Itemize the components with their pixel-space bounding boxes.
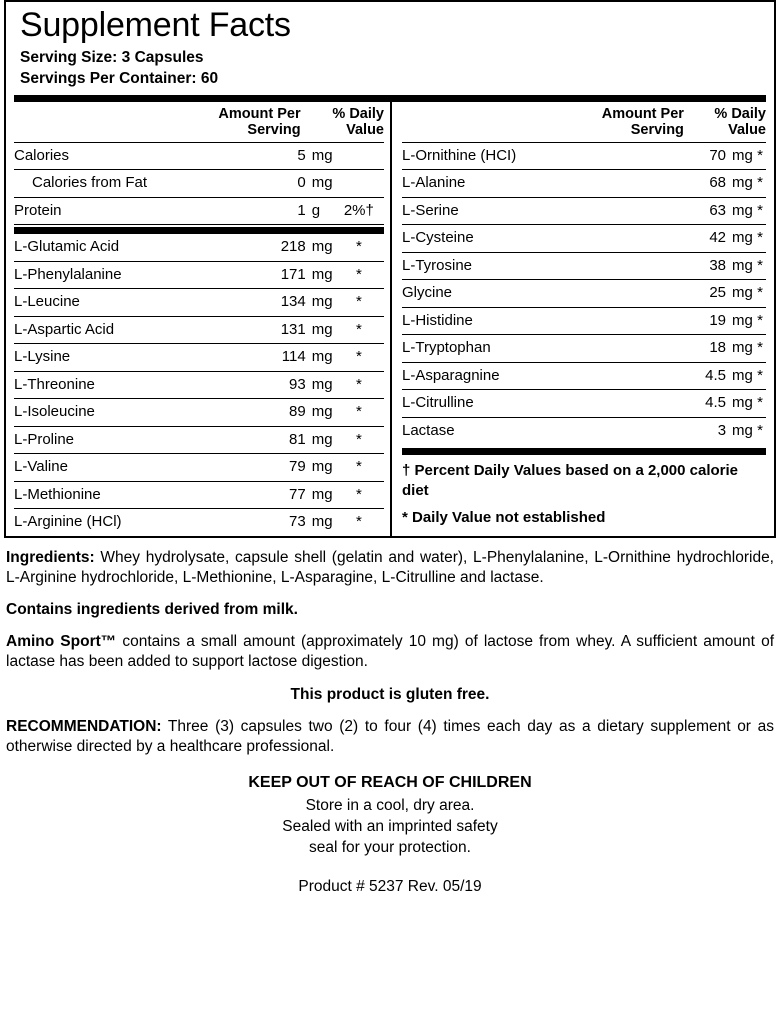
nutrient-daily-value: * <box>334 481 384 509</box>
table-row <box>402 335 766 363</box>
nutrient-name: L-Methionine <box>14 481 237 509</box>
table-row <box>14 371 384 399</box>
nutrient-name: L-Threonine <box>14 371 237 399</box>
header-blank <box>14 102 177 142</box>
nutrient-name: L-Valine <box>14 454 237 482</box>
nutrient-name: Calories <box>14 146 70 164</box>
table-row <box>14 234 384 262</box>
nutrient-amount: 81 mg <box>237 426 334 454</box>
supplement-facts-panel <box>4 0 776 538</box>
table-row <box>402 170 766 198</box>
amino-sport-brand: Amino Sport™ <box>6 633 117 651</box>
nutrient-amount: 5 mg <box>297 146 333 164</box>
nutrient-daily-value: * <box>757 146 763 164</box>
nutrient-daily-value: 2%† <box>334 197 384 225</box>
nutrient-daily-value: * <box>334 399 384 427</box>
footnote-daily-value: † Percent Daily Values based on a 2,000 calorie diet <box>402 462 739 499</box>
nutrient-name: L-Alanine <box>402 170 635 198</box>
header-amount-per-serving <box>177 102 303 142</box>
nutrient-daily-value: * <box>754 225 766 253</box>
table-row <box>14 399 384 427</box>
nutrient-name: L-Arginine (HCl) <box>14 509 237 536</box>
product-number: Product # 5237 Rev. 05/19 <box>298 877 482 895</box>
header-amount-per-serving <box>562 102 686 142</box>
nutrient-name: Lactase <box>402 417 635 444</box>
ingredients-label: Ingredients: <box>6 548 95 566</box>
servings-per-container: Servings Per Container: 60 <box>20 69 219 87</box>
nutrient-daily-value: * <box>754 362 766 390</box>
nutrient-daily-value: * <box>334 289 384 317</box>
gluten-free-statement: This product is gluten free. <box>290 685 490 703</box>
nutrient-amount: 171 mg <box>237 261 334 289</box>
nutrient-amount: 4.5 mg <box>635 362 754 390</box>
header-amount-line1: Amount Per <box>601 105 684 122</box>
nutrient-amount: 77 mg <box>237 481 334 509</box>
nutrient-amount: 0 mg <box>237 170 334 198</box>
nutrient-daily-value: * <box>334 371 384 399</box>
nutrient-name: L-Histidine <box>402 307 635 335</box>
nutrition-rows-left <box>14 143 384 536</box>
nutrient-name: L-Isoleucine <box>14 399 237 427</box>
nutrition-table-left <box>14 102 384 142</box>
nutrient-daily-value <box>334 143 384 170</box>
table-row <box>402 252 766 280</box>
nutrient-daily-value: * <box>754 280 766 308</box>
nutrient-daily-value: * <box>334 454 384 482</box>
recommendation-paragraph <box>6 717 774 757</box>
nutrient-name: L-Serine <box>402 197 635 225</box>
nutrient-amount: 42 mg <box>635 225 754 253</box>
serving-size: Serving Size: 3 Capsules <box>20 48 204 66</box>
nutrient-daily-value: * <box>754 307 766 335</box>
table-row <box>14 289 384 317</box>
nutrient-daily-value: * <box>754 170 766 198</box>
panel-divider-thick <box>14 95 766 102</box>
nutrient-name: Calories from Fat <box>14 170 237 198</box>
nutrient-name: L-Glutamic Acid <box>14 234 237 262</box>
nutrient-amount: 93 mg <box>237 371 334 399</box>
nutrient-name: L-Tyrosine <box>402 252 635 280</box>
recommendation-text: Three (3) capsules two (2) to four (4) times each day as a dietary supplement or as otherwise directed by a healthcare professional. <box>6 717 774 755</box>
table-row <box>402 225 766 253</box>
nutrition-column-right <box>390 102 766 536</box>
table-header-row <box>402 102 766 142</box>
storage-line: Sealed with an imprinted safety <box>282 817 498 835</box>
table-row <box>402 143 766 170</box>
nutrient-name: L-Citrulline <box>402 390 635 418</box>
table-row <box>14 481 384 509</box>
header-dv-line1: % Daily <box>714 105 766 122</box>
nutrient-daily-value: * <box>754 390 766 418</box>
nutrient-amount: 4.5 mg <box>635 390 754 418</box>
nutrient-amount: 218 mg <box>237 234 334 262</box>
nutrient-amount: 79 mg <box>237 454 334 482</box>
header-dv-line2: Value <box>728 122 766 139</box>
contains-milk-statement: Contains ingredients derived from milk. <box>6 601 298 619</box>
table-row <box>402 307 766 335</box>
table-row <box>14 143 384 170</box>
amino-sport-paragraph <box>6 632 774 672</box>
label-body-copy <box>0 538 780 897</box>
nutrient-amount: 89 mg <box>237 399 334 427</box>
nutrient-amount: 38 mg <box>635 252 754 280</box>
table-row <box>402 280 766 308</box>
nutrient-daily-value: * <box>754 417 766 444</box>
nutrient-amount: 73 mg <box>237 509 334 536</box>
storage-instructions <box>6 796 774 859</box>
nutrient-daily-value: * <box>754 335 766 363</box>
nutrient-name: L-Asparagnine <box>402 362 635 390</box>
recommendation-label: RECOMMENDATION: <box>6 717 162 735</box>
nutrient-name: L-Proline <box>14 426 237 454</box>
header-daily-value <box>686 102 766 142</box>
keep-out-of-reach-warning: KEEP OUT OF REACH OF CHILDREN <box>248 774 532 791</box>
page-title: Supplement Facts <box>20 6 291 44</box>
nutrient-daily-value: * <box>334 261 384 289</box>
table-row <box>402 362 766 390</box>
nutrient-daily-value: * <box>754 197 766 225</box>
table-row <box>402 197 766 225</box>
header-amount-line1: Amount Per <box>218 105 301 122</box>
table-header-row <box>14 102 384 142</box>
table-row <box>14 426 384 454</box>
header-dv-line1: % Daily <box>332 105 384 122</box>
nutrient-name: L-Phenylalanine <box>14 261 237 289</box>
nutrition-column-left <box>14 102 390 536</box>
table-row <box>14 170 384 198</box>
nutrient-name: Protein <box>14 197 237 225</box>
ingredients-paragraph <box>6 548 774 588</box>
nutrient-name: L-Aspartic Acid <box>14 316 237 344</box>
nutrient-daily-value: * <box>334 509 384 536</box>
nutrient-daily-value <box>334 170 384 198</box>
footnote-divider <box>402 448 766 455</box>
nutrient-amount: 114 mg <box>237 344 334 372</box>
nutrient-name: L-Leucine <box>14 289 237 317</box>
table-row <box>402 390 766 418</box>
ingredients-text: Whey hydrolysate, capsule shell (gelatin and water), L-Phenylalanine, L-Ornithine hydrochloride, L-Arginine hydrochloride, L-Methionine, L-Asparagine, L-Citrulline and lactase. <box>6 548 774 587</box>
nutrient-daily-value: * <box>754 252 766 280</box>
nutrient-daily-value: * <box>334 316 384 344</box>
nutrient-amount: 63 mg <box>635 197 754 225</box>
storage-line: seal for your protection. <box>309 838 471 856</box>
nutrient-amount: 68 mg <box>635 170 754 198</box>
nutrient-name: L-Cysteine <box>402 225 635 253</box>
nutrition-rows-right <box>402 143 766 445</box>
nutrition-columns <box>14 102 766 536</box>
nutrient-amount: 18 mg <box>635 335 754 363</box>
nutrient-amount: 25 mg <box>635 280 754 308</box>
table-row <box>14 261 384 289</box>
amino-sport-text: contains a small amount (approximately 10 mg) of lactose from whey. A sufficient amount of lactase has been added to support lactose digestion. <box>6 633 774 671</box>
nutrition-table-right <box>402 102 766 142</box>
nutrient-amount: 131 mg <box>237 316 334 344</box>
nutrient-daily-value: * <box>334 426 384 454</box>
header-amount-line2: Serving <box>630 122 684 139</box>
nutrient-name: L-Ornithine (HCI) <box>402 146 517 164</box>
nutrient-amount: 1 g <box>237 197 334 225</box>
table-row <box>14 316 384 344</box>
section-divider <box>14 225 384 234</box>
nutrient-amount: 3 mg <box>635 417 754 444</box>
table-row <box>14 454 384 482</box>
nutrient-amount: 19 mg <box>635 307 754 335</box>
header-blank <box>402 102 562 142</box>
storage-line: Store in a cool, dry area. <box>305 796 475 814</box>
nutrient-name: L-Tryptophan <box>402 335 635 363</box>
table-row <box>402 417 766 444</box>
nutrient-daily-value: * <box>334 344 384 372</box>
header-daily-value <box>303 102 384 142</box>
table-row <box>14 509 384 536</box>
table-row <box>14 197 384 225</box>
header-amount-line2: Serving <box>247 122 301 139</box>
nutrient-amount: 134 mg <box>237 289 334 317</box>
nutrient-daily-value: * <box>334 234 384 262</box>
nutrient-name: Glycine <box>402 280 635 308</box>
header-dv-line2: Value <box>346 122 384 139</box>
footnote-not-established: * Daily Value not established <box>402 508 606 526</box>
nutrient-name: L-Lysine <box>14 344 237 372</box>
table-row <box>14 344 384 372</box>
nutrient-amount: 70 mg <box>709 146 753 164</box>
